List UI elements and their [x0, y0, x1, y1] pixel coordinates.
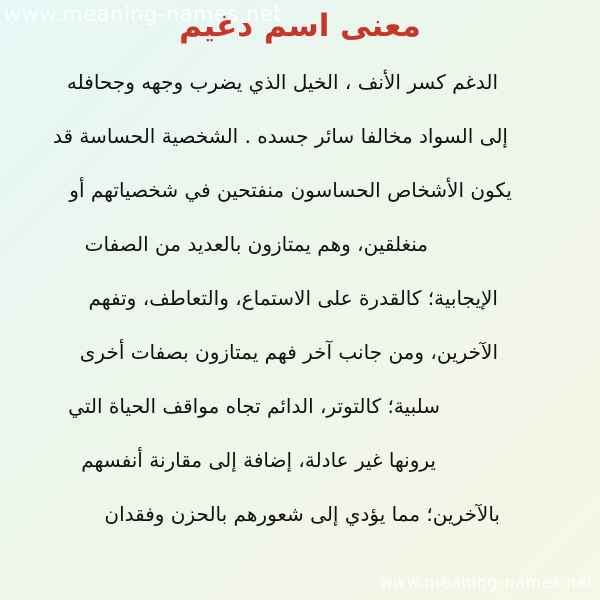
watermark-bottom: www.meaning-names.net	[379, 573, 594, 592]
text-line-3: يكون الأشخاص الحساسون منفتحين في شخصياتهم أو	[69, 178, 512, 202]
text-line-9: بالآخرين؛ مما يؤدي إلى شعورهم بالحزن وفقدان	[104, 502, 500, 526]
text-line-2: إلى السواد مخالفا سائر جسده . الشخصية الحساسة قد	[52, 124, 508, 148]
text-line-1: الدغم كسر الأنف ، الخيل الذي يضرب وجهه وجحافله	[66, 70, 498, 94]
text-line-7: سلبية؛ كالتوتر، الدائم تجاه مواقف الحياة التي	[68, 394, 440, 418]
text-line-6: الآخرين، ومن جانب آخر فهم يمتازون بصفات أخرى	[79, 340, 498, 364]
text-line-4: منغلقين، وهم يمتازون بالعديد من الصفات	[84, 232, 428, 256]
page-title: معنى اسم دغيم	[179, 8, 421, 44]
watermark-top: www.meaning-names.net	[4, 2, 283, 26]
text-line-8: يرونها غير عادلة، إضافة إلى مقارنة أنفسهم	[81, 448, 436, 472]
meaning-text	[20, 62, 582, 548]
text-line-5: الإيجابية؛ كالقدرة على الاستماع، والتعاطف، وتفهم	[88, 286, 498, 310]
